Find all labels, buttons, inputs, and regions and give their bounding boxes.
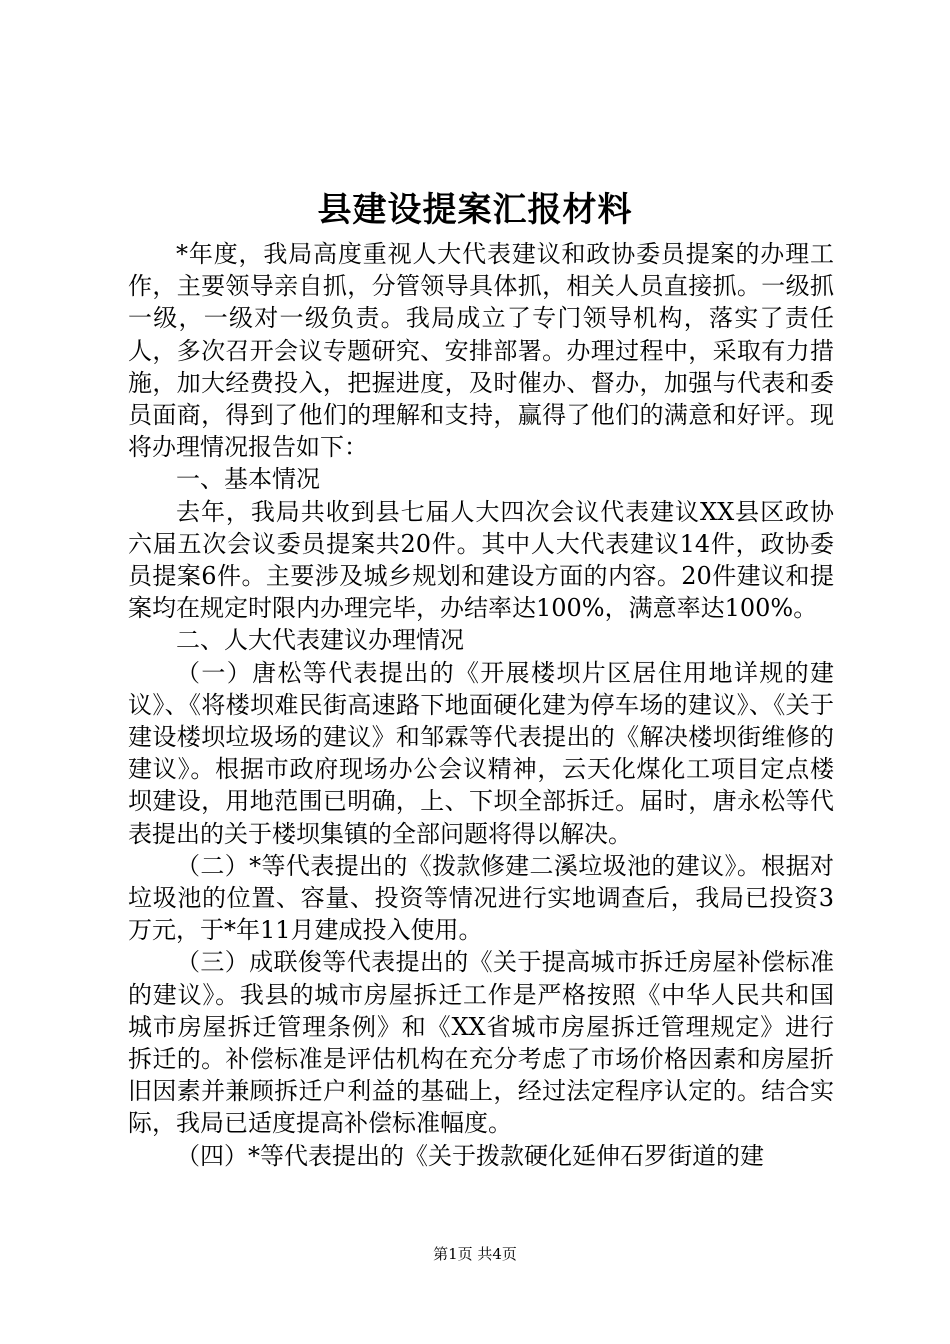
intro-paragraph: *年度，我局高度重视人大代表建议和政协委员提案的办理工作，主要领导亲自抓，分管领导具体抓，相关人员直接抓。一级抓一级，一级对一级负责。我局成立了专门领导机构，落实了责任人，多次召开会议专题研究、安排部署。办理过程中，采取有力措施，加大经费投入，把握进度，及时催办、督办，加强与代表和委员面商，得到了他们的理解和支持，赢得了他们的满意和好评。现将办理情况报告如下： xyxy=(128,240,834,462)
page-footer: 第1页 共4页 xyxy=(433,1245,517,1263)
item-2-paragraph: （二）*等代表提出的《拨款修建二溪垃圾池的建议》。根据对垃圾池的位置、容量、投资等情况进行实地调查后，我局已投资3万元，于*年11月建成投入使用。 xyxy=(128,851,834,945)
item-4-paragraph: （四）*等代表提出的《关于拨款硬化延伸石罗街道的建 xyxy=(176,1141,764,1170)
document-title: 县建设提案汇报材料 xyxy=(317,190,633,230)
basic-situation-paragraph: 去年，我局共收到县七届人大四次会议代表建议XX县区政协六届五次会议委员提案共20件。其中人大代表建议14件，政协委员提案6件。主要涉及城乡规划和建设方面的内容。20件建议和提案均在规定时限内办理完毕，办结率达100%，满意率达100%。 xyxy=(128,497,834,623)
item-1-paragraph: （一）唐松等代表提出的《开展楼坝片区居住用地详规的建议》、《将楼坝难民街高速路下地面硬化建为停车场的建议》、《关于建设楼坝垃圾场的建议》和邹霖等代表提出的《解决楼坝街维修的建议》。根据市政府现场办公会议精神，云天化煤化工项目定点楼坝建设，用地范围已明确，上、下坝全部拆迁。届时，唐永松等代表提出的关于楼坝集镇的全部问题将得以解决。 xyxy=(128,658,834,848)
section-heading-basic: 一、基本情况 xyxy=(176,465,320,494)
section-heading-npc: 二、人大代表建议办理情况 xyxy=(176,626,464,655)
item-3-paragraph: （三）成联俊等代表提出的《关于提高城市拆迁房屋补偿标准的建议》。我县的城市房屋拆迁工作是严格按照《中华人民共和国城市房屋拆迁管理条例》和《XX省城市房屋拆迁管理规定》进行拆迁的。补偿标准是评估机构在充分考虑了市场价格因素和房屋折旧因素并兼顾拆迁户利益的基础上，经过法定程序认定的。结合实际，我局已适度提高补偿标准幅度。 xyxy=(128,948,834,1138)
document-body xyxy=(128,238,834,1172)
